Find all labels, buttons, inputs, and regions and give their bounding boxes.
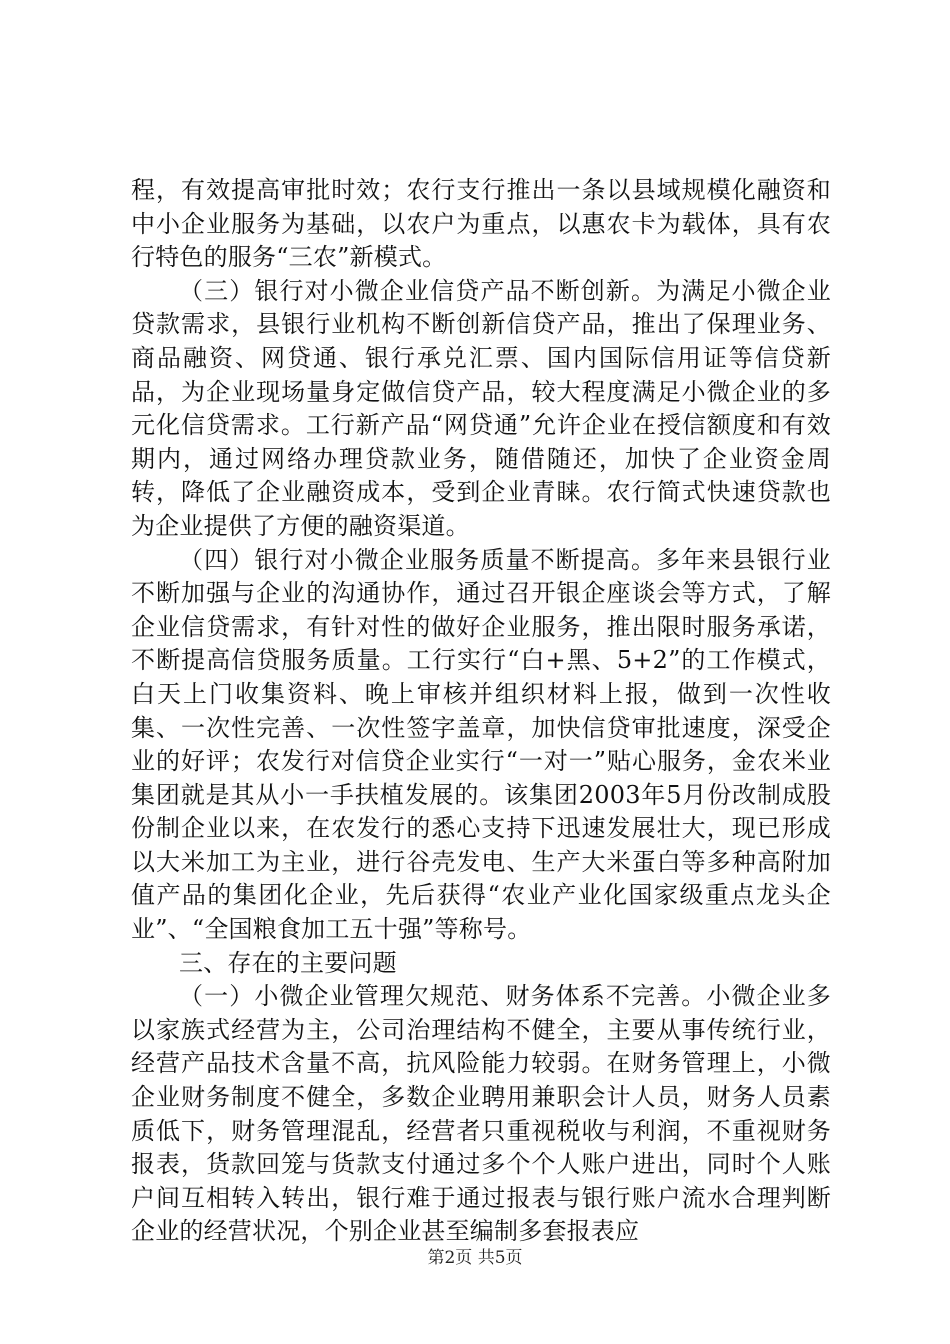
paragraph-section-four: （四）银行对小微企业服务质量不断提高。多年来县银行业不断加强与企业的沟通协作，通过召开银企座谈会等方式，了解企业信贷需求，有针对性的做好企业服务，推出限时服务承诺，不断提高信贷服务质量。工行实行“白+黑、5+2”的工作模式，白天上门收集资料、晚上审核并组织材料上报，做到一次性收集、一次性完善、一次性签字盖章，加快信贷审批速度，深受企业的好评；农发行对信贷企业实行“一对一”贴心服务，金农米业集团就是其从小一手扶植发展的。该集团2003年5月份改制成股份制企业以来，在农发行的悉心支持下迅速发展壮大，现已形成以大米加工为主业，进行谷壳发电、生产大米蛋白等多种高附加值产品的集团化企业，先后获得“农业产业化国家级重点龙头企业”、“全国粮食加工五十强”等称号。 [131, 545, 831, 944]
paragraph-continuation: 程，有效提高审批时效；农行支行推出一条以县域规模化融资和中小企业服务为基础，以农户为重点，以惠农卡为载体，具有农行特色的服务“三农”新模式。 [131, 176, 831, 272]
document-body [131, 174, 831, 1249]
section-heading-main-problems: 三、存在的主要问题 [179, 948, 397, 977]
paragraph-section-three: （三）银行对小微企业信贷产品不断创新。为满足小微企业贷款需求，县银行业机构不断创新信贷产品，推出了保理业务、商品融资、网贷通、银行承兑汇票、国内国际信用证等信贷新品，为企业现场量身定做信贷产品，较大程度满足小微企业的多元化信贷需求。工行新产品“网贷通”允许企业在授信额度和有效期内，通过网络办理贷款业务，随借随还，加快了企业资金周转，降低了企业融资成本，受到企业青睐。农行简式快速贷款也为企业提供了方便的融资渠道。 [131, 276, 831, 540]
page-footer: 第2页 共5页 [427, 1248, 523, 1268]
paragraph-problem-one: （一）小微企业管理欠规范、财务体系不完善。小微企业多以家族式经营为主，公司治理结构不健全，主要从事传统行业，经营产品技术含量不高，抗风险能力较弱。在财务管理上，小微企业财务制度不健全，多数企业聘用兼职会计人员，财务人员素质低下，财务管理混乱，经营者只重视税收与利润，不重视财务报表，货款回笼与货款支付通过多个个人账户进出，同时个人账户间互相转入转出，银行难于通过报表与银行账户流水合理判断企业的经营状况，个别企业甚至编制多套报表应 [131, 982, 831, 1246]
